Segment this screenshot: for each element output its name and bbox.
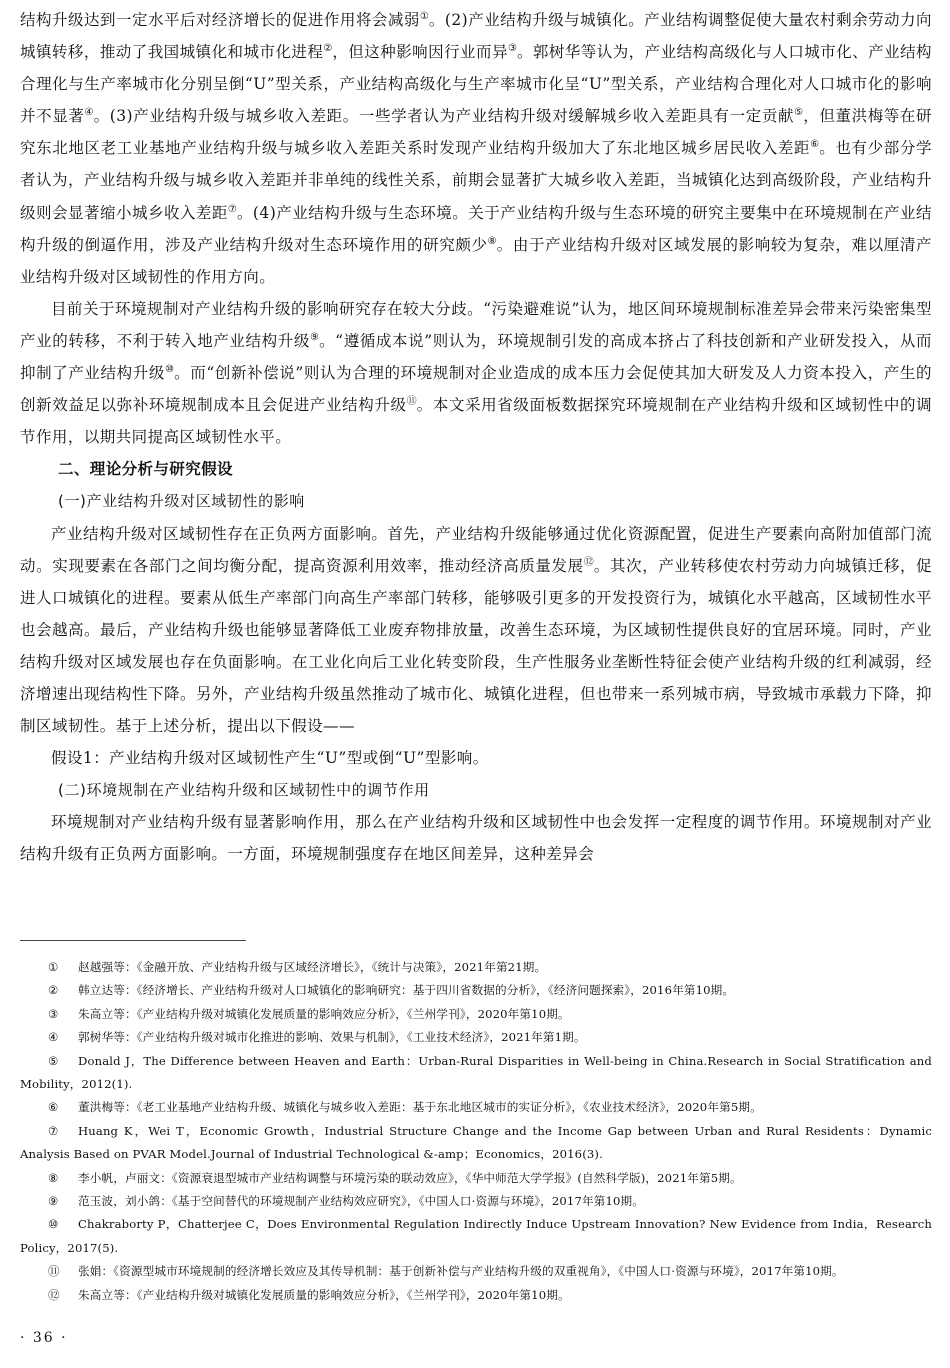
footnote-ref: ⑧ <box>487 235 497 247</box>
subsection-heading-2: (二)环境规制在产业结构升级和区域韧性中的调节作用 <box>58 781 430 800</box>
footnote-text: 赵越强等：《金融开放、产业结构升级与区域经济增长》，《统计与决策》，2021年第21期。 <box>78 960 547 974</box>
footnote-item <box>20 1190 932 1213</box>
footnote-ref: ② <box>323 43 333 55</box>
footnote-marker: ④ <box>48 1030 59 1045</box>
subsection-heading-1: (一)产业结构升级对区域韧性的影响 <box>58 492 305 511</box>
footnote-text: 李小帆，卢丽文：《资源衰退型城市产业结构调整与环境污染的联动效应》，《华中师范大学学报》(自然科学版)，2021年第5期。 <box>78 1170 742 1185</box>
footnote-marker: ⑫ <box>48 1287 60 1302</box>
footnote-item <box>20 1120 932 1167</box>
footnote-text: 范玉波，刘小鸽：《基于空间替代的环境规制产业结构效应研究》，《中国人口·资源与环境》，2017年第10期。 <box>78 1194 645 1209</box>
page-number: · 36 · <box>20 1330 68 1346</box>
footnote-ref: ③ <box>507 43 517 55</box>
footnote-ref: ⑨ <box>309 331 320 343</box>
main-text <box>20 4 932 871</box>
footnote-item <box>20 1050 932 1097</box>
paragraph-1: 结构升级达到一定水平后对经济增长的促进作用将会减弱①。(2)产业结构升级与城镇化。产业结构调整促使大量农村剩余劳动力向城镇转移，推动了我国城镇化和城市化进程②，但这种影响因行业而异③。郭树华等认为，产业结构高级化与人口城市化、产业结构合理化与生产率城市化分别呈倒“U”型关系，产业结构高级化与生产率城市化呈“U”型关系，产业结构合理化对人口城市化的影响并不显著④。(3)产业结构升级与城乡收入差距。一些学者认为产业结构升级对缓解城乡收入差距具有一定贡献⑤，但董洪梅等在研究东北地区老工业基地产业结构升级与城乡收入差距关系时发现产业结构升级加大了东北地区城乡居民收入差距⑥。也有少部分学者认为，产业结构升级与城乡收入差距并非单纯的线性关系，前期会显著扩大城乡收入差距，当城镇化达到高级阶段，产业结构升级则会显著缩小城乡收入差距⑦。(4)产业结构升级与生态环境。关于产业结构升级与生态环境的研究主要集中在环境规制在产业结构升级的倒逼作用，涉及产业结构升级对生态环境作用的研究颇少⑧。由于产业结构升级对区域发展的影响较为复杂，难以厘清产业结构升级对区域韧性的作用方向。 <box>20 11 933 286</box>
footnote-ref: ⑩ <box>164 364 175 376</box>
footnote-item <box>20 1167 932 1190</box>
footnote-ref: ⑤ <box>794 107 804 119</box>
footnote-marker: ① <box>48 960 59 974</box>
footnote-ref: ⑪ <box>406 396 417 408</box>
footnote-item <box>20 979 932 1002</box>
hypothesis-1: 假设1：产业结构升级对区域韧性产生“U”型或倒“U”型影响。 <box>51 749 489 768</box>
footnote-text: 韩立达等：《经济增长、产业结构升级对人口城镇化的影响研究：基于四川省数据的分析》，《经济问题探索》，2016年第10期。 <box>78 983 735 998</box>
footnote-marker: ⑪ <box>48 1264 60 1279</box>
section-heading: 二、理论分析与研究假设 <box>58 460 233 479</box>
footnote-marker: ⑤ <box>48 1053 59 1068</box>
footnote-text: 董洪梅等：《老工业基地产业结构升级、城镇化与城乡收入差距：基于东北地区城市的实证分析》，《农业技术经济》，2020年第5期。 <box>78 1100 762 1115</box>
footnote-item <box>20 1260 932 1283</box>
footnote-ref: ⑦ <box>227 203 237 215</box>
footnote-text: 朱高立等：《产业结构升级对城镇化发展质量的影响效应分析》，《兰州学刊》，2020年第10期。 <box>78 1006 570 1021</box>
footnote-item <box>20 1003 932 1026</box>
footnote-ref: ④ <box>84 107 94 119</box>
footnote-text: Donald J，The Difference between Heaven and Earth：Urban-Rural Disparities in Well-being in China.Research in Social Stratification and Mobility，2012(1). <box>20 1053 932 1092</box>
footnote-item <box>20 1213 932 1260</box>
footnote-marker: ③ <box>48 1006 59 1021</box>
paragraph-3: 产业结构升级对区域韧性存在正负两方面影响。首先，产业结构升级能够通过优化资源配置，促进生产要素向高附加值部门流动。实现要素在各部门之间均衡分配，提高资源利用效率，推动经济高质量发展⑫。其次，产业转移使农村劳动力向城镇迁移，促进人口城镇化的进程。要素从低生产率部门向高生产率部门转移，能够吸引更多的开发投资行为，城镇化水平越高，区域韧性水平也会越高。最后，产业结构升级也能够显著降低工业废弃物排放量，改善生态环境，为区域韧性提供良好的宜居环境。同时，产业结构升级对区域发展也存在负面影响。在工业化向后工业化转变阶段，生产性服务业垄断性特征会使产业结构升级的红利减弱，经济增速出现结构性下降。另外，产业结构升级虽然推动了城市化、城镇化进程，但也带来一系列城市病，导致城市承载力下降，抑制区域韧性。基于上述分析，提出以下假设—— <box>20 524 933 736</box>
footnote-text: 张娟：《资源型城市环境规制的经济增长效应及其传导机制：基于创新补偿与产业结构升级的双重视角》，《中国人口·资源与环境》，2017年第10期。 <box>78 1264 844 1279</box>
paragraph-4: 环境规制对产业结构升级有显著影响作用，那么在产业结构升级和区域韧性中也会发挥一定程度的调节作用。环境规制对产业结构升级有正负两方面影响。一方面，环境规制强度存在地区间差异，这种差异会 <box>20 813 932 864</box>
footnote-ref: ⑫ <box>583 556 594 568</box>
footnote-marker: ⑨ <box>48 1194 59 1209</box>
footnotes <box>20 956 932 1307</box>
footnote-item <box>20 1096 932 1119</box>
footnote-divider <box>20 940 246 941</box>
footnote-ref: ⑥ <box>810 139 820 151</box>
footnote-marker: ⑧ <box>48 1170 59 1185</box>
footnote-item <box>20 1026 932 1049</box>
paragraph-2: 目前关于环境规制对产业结构升级的影响研究存在较大分歧。“污染避难说”认为，地区间环境规制标准差异会带来污染密集型产业的转移，不利于转入地产业结构升级⑨。“遵循成本说”则认为，环境规制引发的高成本挤占了科技创新和产业研发投入，从而抑制了产业结构升级⑩。而“创新补偿说”则认为合理的环境规制对企业造成的成本压力会促使其加大研发及人力资本投入，产生的创新效益足以弥补环境规制成本且会促进产业结构升级⑪。本文采用省级面板数据探究环境规制在产业结构升级和区域韧性中的调节作用，以期共同提高区域韧性水平。 <box>20 299 933 447</box>
footnote-marker: ⑩ <box>48 1217 59 1232</box>
footnote-text: 郭树华等：《产业结构升级对城市化推进的影响、效果与机制》，《工业技术经济》，2021年第1期。 <box>78 1030 586 1045</box>
footnote-ref: ① <box>419 11 429 22</box>
footnote-text: 朱高立等：《产业结构升级对城镇化发展质量的影响效应分析》，《兰州学刊》，2020年第10期。 <box>78 1287 570 1302</box>
footnote-marker: ⑥ <box>48 1100 59 1115</box>
footnote-marker: ⑦ <box>48 1123 59 1138</box>
footnote-marker: ② <box>48 983 59 998</box>
footnote-item <box>20 1284 932 1307</box>
footnote-item <box>20 956 932 979</box>
footnote-text: Huang K，Wei T，Economic Growth，Industrial Structure Change and the Income Gap between Urban and Rural Residents：Dynamic Analysis Based on PVAR Model.Journal of Industrial Technological &-amp；Economics，2016(3). <box>20 1123 932 1162</box>
footnote-text: Chakraborty P，Chatterjee C，Does Environmental Regulation Indirectly Induce Upstream Innovation? New Evidence from India，Research Policy，2017(5). <box>20 1217 932 1255</box>
